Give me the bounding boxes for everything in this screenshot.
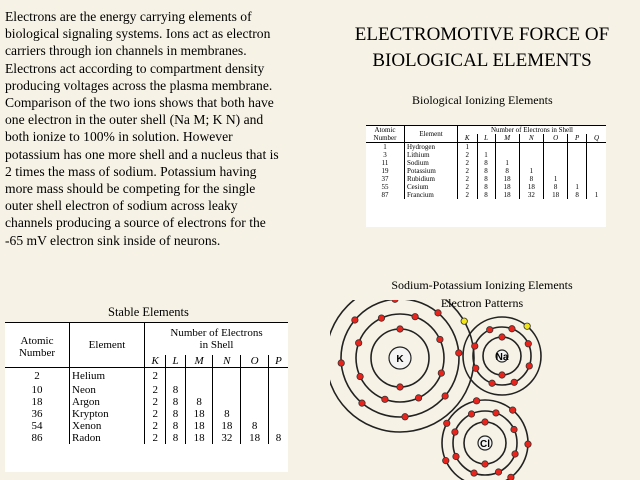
nucleus-symbol: Cl [480,439,490,450]
electron-dot [468,411,474,417]
electron-dot [359,400,365,406]
bio-header-element: Element [405,126,458,143]
atomic-number-cell: 36 [31,407,43,420]
atom-k [330,300,474,432]
element-name-cell: Francium [405,191,458,199]
electron-dot [355,340,361,346]
table-row [5,420,288,432]
element-name-cell: Radon [70,432,145,444]
shell-count-cell: 8 [477,159,495,167]
shell-count-cell: 2 [145,384,166,396]
shell-count-cell: 2 [458,167,478,175]
shell-count-cell: 8 [166,432,185,444]
electron-dot [461,318,467,324]
electron-dot [402,414,408,420]
shell-count-cell [268,396,288,408]
shell-count-cell [213,368,241,384]
atomic-number-cell: 2 [34,369,40,382]
stable-table-caption: Stable Elements [108,305,189,319]
element-name-cell: Xenon [70,420,145,432]
shell-count-cell: 18 [241,432,269,444]
stable-header-element: Element [70,323,145,368]
shell-count-cell [241,384,269,396]
shell-count-cell [587,183,606,191]
shell-count-cell [544,143,568,152]
shell-count-cell: 2 [145,420,166,432]
shell-count-cell: 2 [458,183,478,191]
atomic-number-cell: 3 [383,151,387,159]
electron-dot [437,336,443,342]
atomic-number-cell: 10 [31,383,43,396]
element-name-cell: Krypton [70,408,145,420]
shell-count-cell [495,143,519,152]
atomic-number-cell: 1 [383,143,387,151]
electron-dot [499,334,505,340]
electron-dot [415,395,421,401]
bio-header-atomic: Atomic Number [366,126,405,143]
shell-count-cell: 8 [213,408,241,420]
shell-level-m: M [495,134,519,143]
shell-count-cell: 2 [458,175,478,183]
stable-table-grid [5,322,288,444]
shell-count-cell: 8 [268,432,288,444]
element-name-cell: Lithium [405,151,458,159]
electron-dot [444,420,450,426]
atomic-number-cell: 54 [31,419,43,432]
shell-count-cell [587,159,606,167]
shell-level-k: K [145,355,166,368]
shell-count-cell [268,368,288,384]
electron-dot [338,360,344,366]
electron-dot [489,380,495,386]
shell-count-cell: 18 [185,420,213,432]
shell-level-q: Q [587,134,606,143]
shell-count-cell: 32 [213,432,241,444]
atom-diagrams [330,300,640,480]
electron-dot [472,343,478,349]
intro-paragraph: Electrons are the energy carrying elements of biological signaling systems. Ions act as electron carriers through ion channels in membranes. Electrons act according to compartment density producing voltages across the plasma membrane. Comparison of the two ions shows that both have one electron in the outer shell (Na M; K N) and both ionize to 100% in solution. However potassium has one more shell and a nucleus that is 2 times the mass of sodium. Potassium having more mass should be competing for the single outer shell electron of sodium across leaky channels producing a source of electrons for the -65 mV electron sink inside of neurons. [5,9,279,248]
shell-count-cell: 8 [477,175,495,183]
shell-count-cell [495,151,519,159]
electron-patterns-subcaption: Electron Patterns [440,296,524,310]
shell-count-cell: 8 [166,384,185,396]
page-title [326,22,638,74]
electron-dot [499,372,505,378]
shell-count-cell [213,396,241,408]
shell-count-cell: 8 [519,175,543,183]
electron-dot [456,350,462,356]
stable-header-atomic: Atomic Number [5,323,70,368]
electron-dot [524,323,530,329]
shell-level-p: P [268,355,288,368]
electron-dot [473,365,479,371]
table-row [366,191,606,199]
electron-dot [525,441,531,447]
shell-count-cell: 8 [477,191,495,199]
shell-count-cell [268,384,288,396]
electron-dot [443,457,449,463]
shell-count-cell [213,384,241,396]
shell-count-cell: 18 [495,191,519,199]
shell-count-cell: 2 [145,368,166,384]
atomic-number-cell: 55 [381,183,389,191]
shell-count-cell [519,143,543,152]
bio-table-grid [366,125,606,199]
shell-count-cell [544,167,568,175]
shell-count-cell: 8 [241,420,269,432]
biological-ionizing-table [366,125,606,227]
shell-count-cell: 1 [568,183,587,191]
shell-count-cell [544,151,568,159]
shell-count-cell [185,384,213,396]
element-name-cell: Sodium [405,159,458,167]
electron-dot [378,315,384,321]
shell-level-n: N [519,134,543,143]
shell-count-cell [587,151,606,159]
electron-dot [509,326,515,332]
shell-count-cell [166,368,185,384]
shell-count-cell: 8 [544,183,568,191]
shell-count-cell [185,368,213,384]
shell-count-cell: 1 [458,143,478,152]
shell-count-cell: 18 [519,183,543,191]
electron-dot [397,384,403,390]
stable-elements-table [5,322,288,472]
electron-dot [435,310,441,316]
table-row [366,159,606,167]
atom-cl [442,398,531,480]
electron-dot [512,451,518,457]
shell-count-cell [568,151,587,159]
electron-patterns-caption: Sodium-Potassium Ionizing Elements [391,278,573,292]
atomic-number-cell: 19 [381,167,389,175]
electron-dot [382,396,388,402]
shell-count-cell: 1 [544,175,568,183]
electron-dot [357,373,363,379]
electron-dot [482,419,488,425]
shell-count-cell [587,143,606,152]
atomic-number-cell: 87 [381,191,389,199]
electron-dot [526,363,532,369]
table-row [5,384,288,396]
shell-count-cell: 8 [477,167,495,175]
bio-table-caption: Biological Ionizing Elements [412,93,553,107]
bio-header-shells: Number of Electrons in Shell [458,126,607,135]
shell-count-cell [544,159,568,167]
shell-count-cell [568,167,587,175]
shell-count-cell: 18 [544,191,568,199]
electron-dot [438,370,444,376]
shell-level-l: L [166,355,185,368]
table-row [366,151,606,159]
shell-count-cell: 18 [185,408,213,420]
electron-dot [473,398,479,404]
shell-level-m: M [185,355,213,368]
shell-count-cell: 1 [587,191,606,199]
table-row [5,432,288,444]
atomic-number-cell: 37 [381,175,389,183]
electron-dot [453,453,459,459]
shell-count-cell: 32 [519,191,543,199]
shell-count-cell: 2 [458,159,478,167]
electron-dot [487,327,493,333]
shell-count-cell [241,408,269,420]
shell-level-o: O [544,134,568,143]
element-name-cell: Potassium [405,167,458,175]
shell-count-cell: 2 [145,396,166,408]
shell-count-cell [268,408,288,420]
shell-count-cell: 8 [185,396,213,408]
shell-level-l: L [477,134,495,143]
shell-level-p: P [568,134,587,143]
shell-count-cell: 8 [477,183,495,191]
table-row [5,396,288,408]
shell-count-cell: 8 [568,191,587,199]
element-name-cell: Argon [70,396,145,408]
electron-dot [397,326,403,332]
table-row [5,408,288,420]
atomic-number-cell: 18 [31,395,43,408]
shell-count-cell [477,143,495,152]
shell-count-cell: 1 [477,151,495,159]
shell-count-cell [241,368,269,384]
table-row [366,175,606,183]
electron-dot [412,313,418,319]
element-name-cell: Cesium [405,183,458,191]
electron-dot [352,317,358,323]
shell-count-cell [587,175,606,183]
table-row [366,143,606,152]
table-row [366,183,606,191]
electron-dot [511,379,517,385]
shell-count-cell: 8 [166,408,185,420]
shell-count-cell: 1 [519,167,543,175]
element-name-cell: Helium [70,368,145,384]
shell-count-cell: 8 [166,420,185,432]
stable-header-shells: Number of Electrons in Shell [145,323,289,356]
electron-dot [511,426,517,432]
element-name-cell: Hydrogen [405,143,458,152]
shell-count-cell [568,175,587,183]
electron-dot [452,429,458,435]
shell-count-cell [568,143,587,152]
electron-dot [392,300,398,302]
shell-level-k: K [458,134,478,143]
electron-dot [510,407,516,413]
shell-count-cell [568,159,587,167]
title-line-1: ELECTROMOTIVE FORCE OF [354,24,610,45]
shell-count-cell: 2 [458,151,478,159]
table-row [366,167,606,175]
electron-dot [495,469,501,475]
nucleus-symbol: Na [495,352,509,363]
shell-count-cell: 18 [495,175,519,183]
electron-dot [525,341,531,347]
nucleus-symbol: K [396,354,404,365]
shell-count-cell: 18 [213,420,241,432]
shell-count-cell: 8 [166,396,185,408]
shell-count-cell: 2 [145,432,166,444]
electron-dot [442,393,448,399]
shell-count-cell: 1 [495,159,519,167]
shell-level-o: O [241,355,269,368]
shell-count-cell: 18 [185,432,213,444]
title-line-2: BIOLOGICAL ELEMENTS [372,50,592,71]
atomic-number-cell: 86 [31,431,43,444]
electron-dot [493,410,499,416]
shell-count-cell [519,151,543,159]
shell-count-cell [241,396,269,408]
electron-dot [471,470,477,476]
element-name-cell: Rubidium [405,175,458,183]
table-row [5,368,288,384]
shell-count-cell [268,420,288,432]
element-name-cell: Neon [70,384,145,396]
atomic-number-cell: 11 [381,159,389,167]
shell-count-cell: 8 [495,167,519,175]
electron-dot [482,461,488,467]
shell-count-cell [519,159,543,167]
shell-count-cell: 2 [145,408,166,420]
electron-dot [508,474,514,480]
shell-count-cell: 2 [458,191,478,199]
shell-level-n: N [213,355,241,368]
shell-count-cell: 18 [495,183,519,191]
shell-count-cell [587,167,606,175]
